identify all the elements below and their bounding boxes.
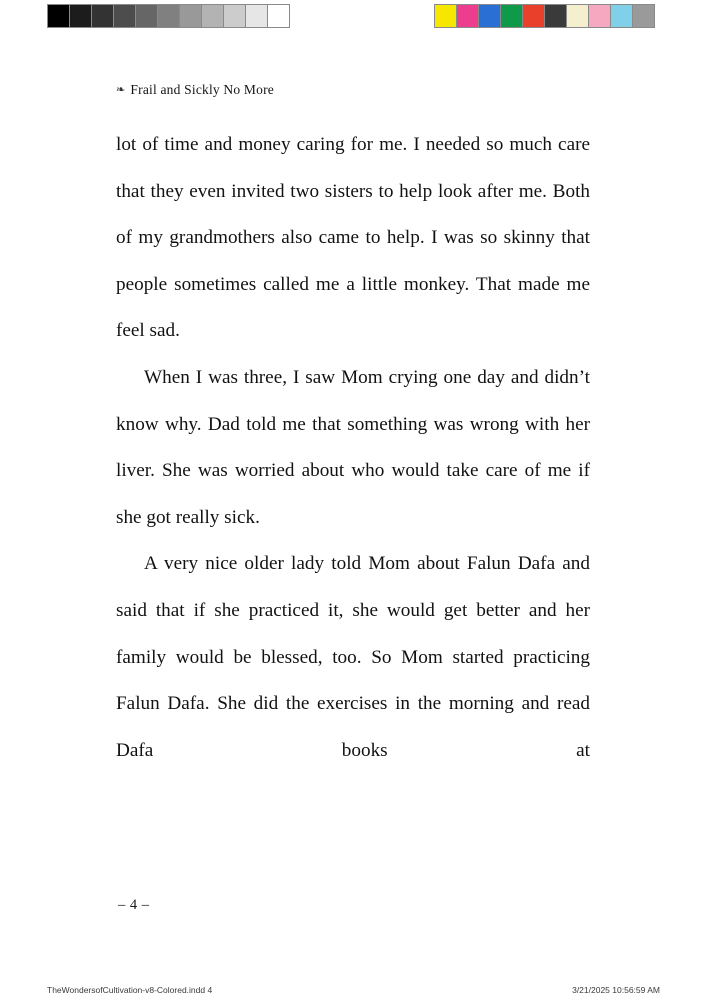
ornament-icon: ❧ — [116, 84, 126, 96]
running-head — [116, 82, 274, 98]
print-timestamp: 3/21/2025 10:56:59 AM — [572, 985, 660, 995]
source-file-name: TheWondersofCultivation-v8-Colored.indd 4 — [47, 985, 213, 995]
paragraph: A very nice older lady told Mom about Falun Dafa and said that if she practiced it, she would get better and her family would be blessed, too. So Mom started practicing Falun Dafa. She did the exercises in the morning and read Dafa books at — [116, 553, 590, 761]
page-number: – 4 – — [118, 897, 150, 913]
body-text — [116, 122, 590, 821]
paragraph: When I was three, I saw Mom crying one day and didn’t know why. Dad told me that something was wrong with her liver. She was worried about who would take care of me if she got really sick. — [116, 366, 590, 528]
running-head-text: Frail and Sickly No More — [130, 82, 274, 97]
print-footer — [0, 985, 707, 999]
paragraph: lot of time and money caring for me. I needed so much care that they even invited two sisters to help look after me. Both of my grandmothers also came to help. I was so skinny that people sometimes called me a little monkey. That made me feel sad. — [116, 134, 590, 342]
